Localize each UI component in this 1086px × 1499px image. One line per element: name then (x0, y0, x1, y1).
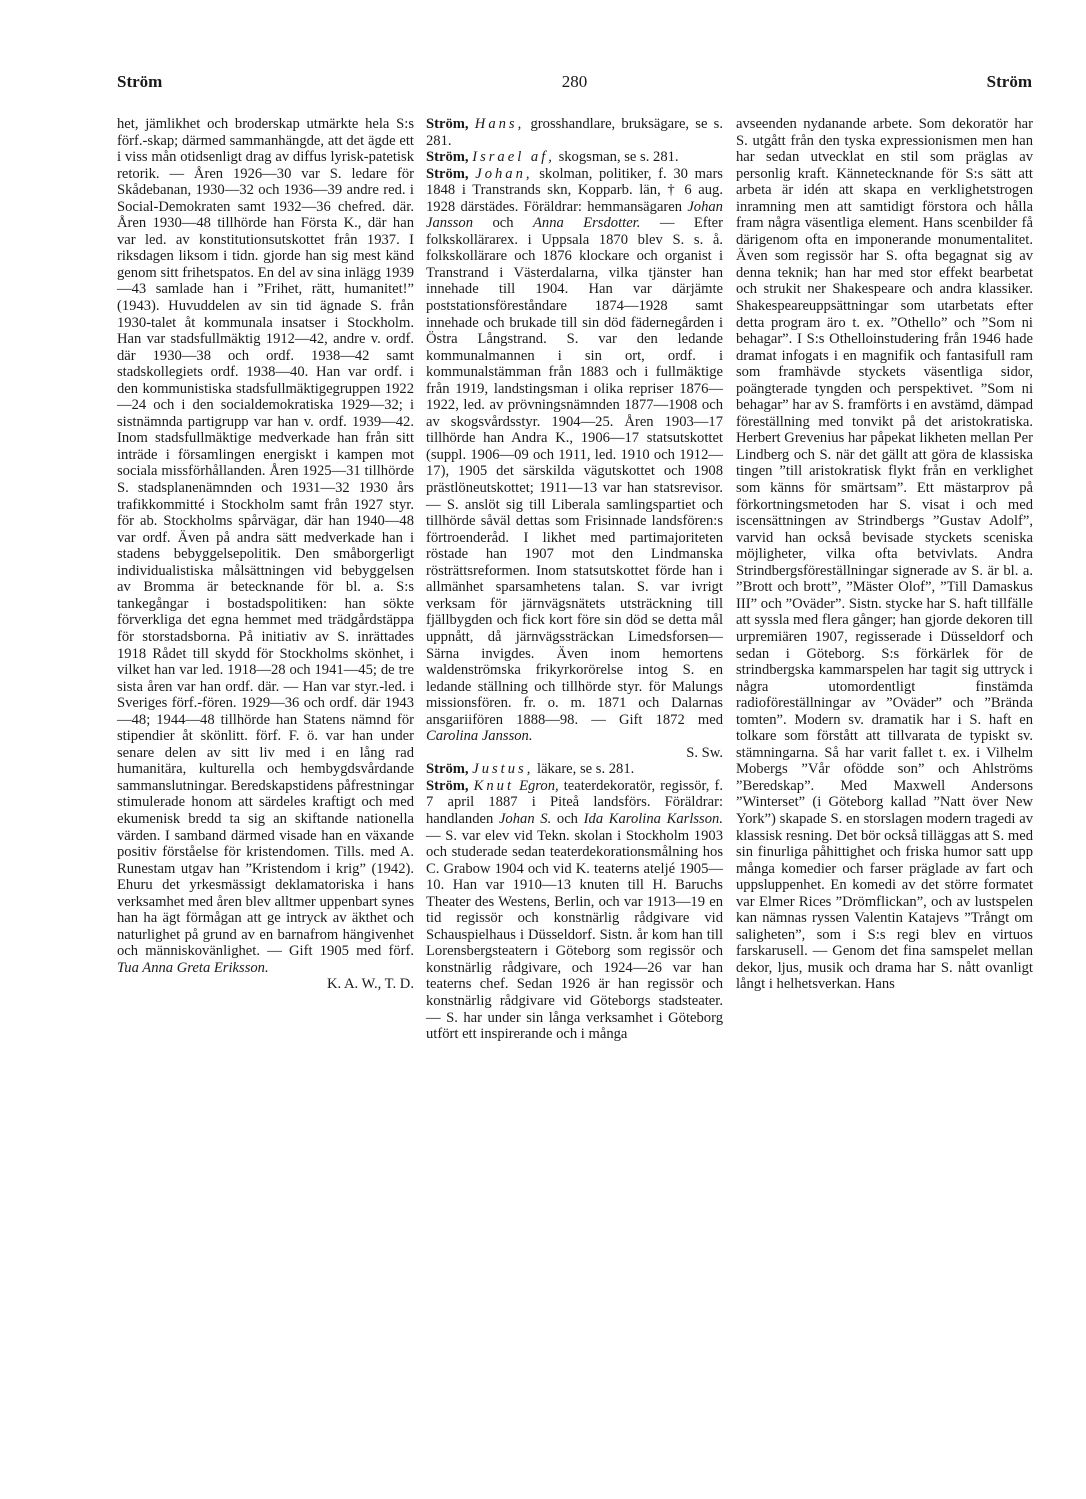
column-left (117, 116, 414, 993)
author-signature: K. A. W., T. D. (326, 976, 414, 993)
running-header (117, 72, 1032, 96)
column-middle (426, 116, 723, 1043)
entry-headword: Ström, (426, 777, 469, 794)
entry-text: — S. var elev vid Tekn. skolan i Stockholm 1903 och studerade sedan teaterdekorationsmålning hos C. Grabow 1904 och vid K. teaterns ateljé 1905—10. Han var 1910—13 knuten till H. Baruchs Theater des Westens, Berlin, och var 1913—19 en tid regissör och konstnärlig rådgivare vid Schauspielhaus i Düsseldorf. Sistn. år kom han till Lorensbergsteatern i Göteborg som regissör och konstnärlig rådgivare, och 1924—26 var han teaterns chef. Sedan 1926 är han regissör och konstnärlig rådgivare vid Göteborgs stadsteater. — S. har under sin långa verksamhet i Göteborg utfört ett inspirerande och i många (426, 827, 723, 1043)
spouse-name: Tua Anna Greta Eriksson. (117, 959, 269, 976)
entry-text: teaterdekoratör, regissör, f. 7 april 1887 i Piteå landsförs. Föräldrar: handlanden (426, 777, 723, 827)
page-number: 280 (561, 72, 588, 91)
entry-given-name: Israel af, (472, 149, 555, 166)
paragraph-text: het, jämlikhet och broderskap utmärkte hela S:s förf.-skap; därmed sammanhängde, att det ägde ett i viss mån otidsenligt drag av diffus lyrisk-patetisk retorik. — Åren 1926—30 var S. ledare för Skådebanan, 1930—32 och 1936—39 andre red. i Social-Demokraten samt 1932—36 chefred. där. Åren 1930—48 tillhörde han Första K., där han var led. av konstitutionsutskottet från 1937. I riksdagen liksom i tidn. gjorde han sig mest känd genom sitt frihetspatos. En del av sina inlägg 1939—43 samlade han i ”Frihet, rätt, humanitet!” (1943). Huvuddelen av sin tid ägnade S. från 1930-talet åt kommunala insatser i Stockholm. Han var stadsfullmäktig 1912—42, andre v. ordf. där 1930—38 och ordf. 1938—42 samt stadskollegiets ordf. 1938—40. Han var ordf. i den kommunistiska stadsfullmäktigegruppen 1922—24 och i den socialdemokratiska 1929—32; i sistnämnda partigrupp var han v. ordf. 1939—42. Inom stadsfullmäktige medverkade han från sitt inträde i församlingen energiskt i kampen mot sociala missförhållanden. Åren 1925—31 tillhörde S. stadsplanenämnden och 1931—32 1930 års trafikkommitté i Stockholm samt från 1927 styr. för ab. Stockholms spårvägar, där han 1940—48 var ordf. Även på andra sätt medverkade han i stadens bebyggelsepolitik. Den småborgerligt individualistiska målsättningen vid bebyggelsen av Bromma är betecknande för bl. a. S:s tankegångar i bostadspolitiken: han sökte förverkliga det egna hemmet med trädgårdstäppa för storstadsborna. På initiativ av S. inrättades 1918 Rådet till skydd för Stockholms skönhet, i vilket han var led. 1918—28 och 1941—45; de tre sista åren var han ordf. där. — Han var styr.-led. i Sveriges förf.-fören. 1929—36 och ordf. där 1943—48; 1944—48 tillhörde han Statens nämnd för stipendier åt skönlitt. förf. F. ö. var han under senare delen av sitt liv med i en lång rad humanitära, kulturella och hembygdsvårdande sammanslutningar. Beredskapstidens påfrestningar stimulerade honom att särdeles kraftigt och med ekumenisk bredd ta sig an skiftande nationella värden. I samband därmed visade han en växande positiv förståelse för kristendomen. Tills. med A. Runestam utgav han ”Kristendom i krig” (1942). Ehuru det yrkesmässigt deklamatoriska i hans verksamhet med åren blev alltmer uppenbart synes han ha ägt förmågan att ge intryck av äkthet och naturlighet på grund av en barnafrom hängivenhet och människovänlighet. — Gift 1905 med förf. (117, 116, 414, 960)
entry-text: läkare, se s. 281. (537, 761, 635, 778)
entry-continuation-paragraph (117, 116, 414, 976)
entry-hans-strom (426, 116, 723, 149)
entry-second-name: Egron, (519, 777, 559, 794)
entry-given-name: Hans, (474, 116, 525, 132)
entry-continuation-paragraph: avseenden nydanande arbete. Som dekoratör har S. utgått från den tyska expressionismen men han har sedan utvecklat en stil som präglas av personlig kraft. Kännetecknande för S:s sätt att arbeta är idén att skapa en verklighetstrogen inramning men att samtidigt förstora och hålla fram några väsentliga element. Hans scenbilder få därigenom ofta en imponerande monumentalitet. Även som regissör har S. ofta begagnat sig av denna teknik; han har med stor effekt bearbetat och strukit ner Shakespeare och andra klassiker. Shakespeareuppsättningar som utarbetats efter detta program äro t. ex. ”Othello” och ”Som ni behagar”. I S:s Othelloinstudering från 1946 hade dramat infogats i en magnifik och fantasifull ram som framhävde styckets väsentliga sidor, poängterade tyngden och perspektivet. ”Som ni behagar” har av S. framförts i en avstämd, dämpad föreställning med tonvikt på det aristokratiska. Herbert Grevenius har påpekat likheten mellan Per Lindberg och S. när det gällt att göra de klassiska tingen ”till aristokratisk flykt från en verklighet som känns för smärtsam”. Ett mästarprov på förkortningsmetoden har S. visat i och med iscensättningen av Strindbergs ”Gustav Adolf”, varvid han också bevisade styckets sceniska möjligheter, vilka ofta betvivlats. Andra Strindbergsföreställningar signerade av S. är bl. a. ”Brott och brott”, ”Mäster Olof”, ”Till Damaskus III” och ”Oväder”. Sistn. stycke har S. haft tillfälle att syssla med flera gånger; han gjorde dekoren till urpremiären 1907, regisserade i Düsseldorf och sedan i Göteborg. S:s förkärlek för de strindbergska kammarspelen har tagit sig uttryck i några utomordentligt finstämda radioföreställningar av ”Oväder” och ”Brända tomten”. Modern sv. dramatik har i S. haft en tolkare som förstått att tillvarata de typiskt sv. stämningarna. Så har varit fallet t. ex. i Vilhelm Mobergs ”Vår ofödde son” och Ahlströms ”Beredskap”. Med Maxwell Andersons ”Winterset” (i Göteborg kallad ”Natt över New York”) skapade S. en storslagen modern tragedi av klassisk resning. Det bör också tilläggas att S. med sin finurliga påhittighet och friska humor satt upp många komedier och farser präglade av fart och uppsluppenhet. En komedi av det större formatet var Elmer Rices ”Drömflickan”, och av lustspelen kan nämnas ryssen Valentin Katajevs ”Trångt om saligheten”, som i S:s regi blev en virtuos farskarusell. — Genom det fina samspelet mellan dekor, ljus, musik och drama har S. nått ovanligt långt i helhetsverkan. Hans (736, 116, 1033, 993)
header-left-title: Ström (117, 72, 163, 91)
entry-headword: Ström, (426, 761, 469, 778)
conjunction: och (492, 215, 514, 232)
entry-given-name: Knut (473, 777, 515, 794)
conjunction: och (556, 810, 578, 827)
header-right-title: Ström (986, 72, 1032, 91)
entry-johan-strom (426, 166, 723, 745)
parent-name: Johan Jansson (426, 198, 723, 232)
entry-knut-strom (426, 778, 723, 1043)
entry-headword: Ström, (426, 116, 469, 132)
entry-headword: Ström, (426, 149, 469, 166)
entry-justus-strom (426, 761, 723, 778)
column-right (736, 116, 1033, 993)
parent-name: Anna Ersdotter. (532, 215, 641, 232)
entry-text: skogsman, se s. 281. (558, 149, 679, 166)
entry-text: skolman, politiker, f. 30 mars 1848 i Transtrands skn, Kopparb. län, † 6 aug. 1928 därstädes. Föräldrar: hemmansägaren (426, 165, 723, 215)
entry-given-name: Justus, (472, 761, 534, 778)
spouse-name: Carolina Jansson. (426, 728, 533, 745)
parent-name: Johan S. (498, 810, 552, 827)
parent-name: Ida Karolina Karlsson. (583, 810, 723, 827)
entry-israel-af-strom (426, 149, 723, 166)
author-signature: S. Sw. (686, 744, 723, 761)
entry-text: — Efter folkskollärarex. i Uppsala 1870 blev S. s. å. folkskollärare och 1876 klockare och organist i Transtrand i Västerdalarna, vilka tjänster han innehade till 1904. Han var därjämte poststationsföreståndare 1874—1928 samt innehade och brukade till sin död fädernegården i Östra Långstrand. S. var den ledande kommunalmannen i sin ort, ordf. i kommunalstämman från 1883 och i fullmäktige från 1919, landstingsman i olika repriser 1876—1922, led. av prövningsnämnden 1877—1908 och av skogsvårdsstyr. 1904—25. Åren 1903—17 tillhörde han Andra K., 1906—17 statsutskottet (suppl. 1906—09 och 1911, led. 1910 och 1912—17), 1905 det särskilda vägutskottet och 1908 prästlöneutskottet; 1911—13 var han statsrevisor. — S. anslöt sig till Liberala samlingspartiet och tillhörde såväl dettas som Frisinnade landsfören:s förtroenderåd. I likhet med partimajoriteten röstade han 1907 mot den Lindmanska rösträttsreformen. Inom statsutskottet förde han i allmänhet sparsamhetens talan. S. var ivrigt verksam för järnvägsnätets utsträckning till fjällbygden och fick kort före sin död se detta mål uppnått, då järnvägssträckan Limedsforsen—Särna invigdes. Även inom hemortens waldenströmska frikyrkorörelse intog S. en ledande ställning och tillhörde styr. för Malungs missionsfören. fr. o. m. 1871 och Dalarnas ansgariifören 1888—98. — Gift 1872 med (426, 215, 724, 728)
entry-text: grosshandlare, bruksägare, se s. 281. (426, 116, 724, 149)
entry-headword: Ström, (426, 165, 469, 182)
entry-given-name: Johan, (475, 165, 533, 182)
